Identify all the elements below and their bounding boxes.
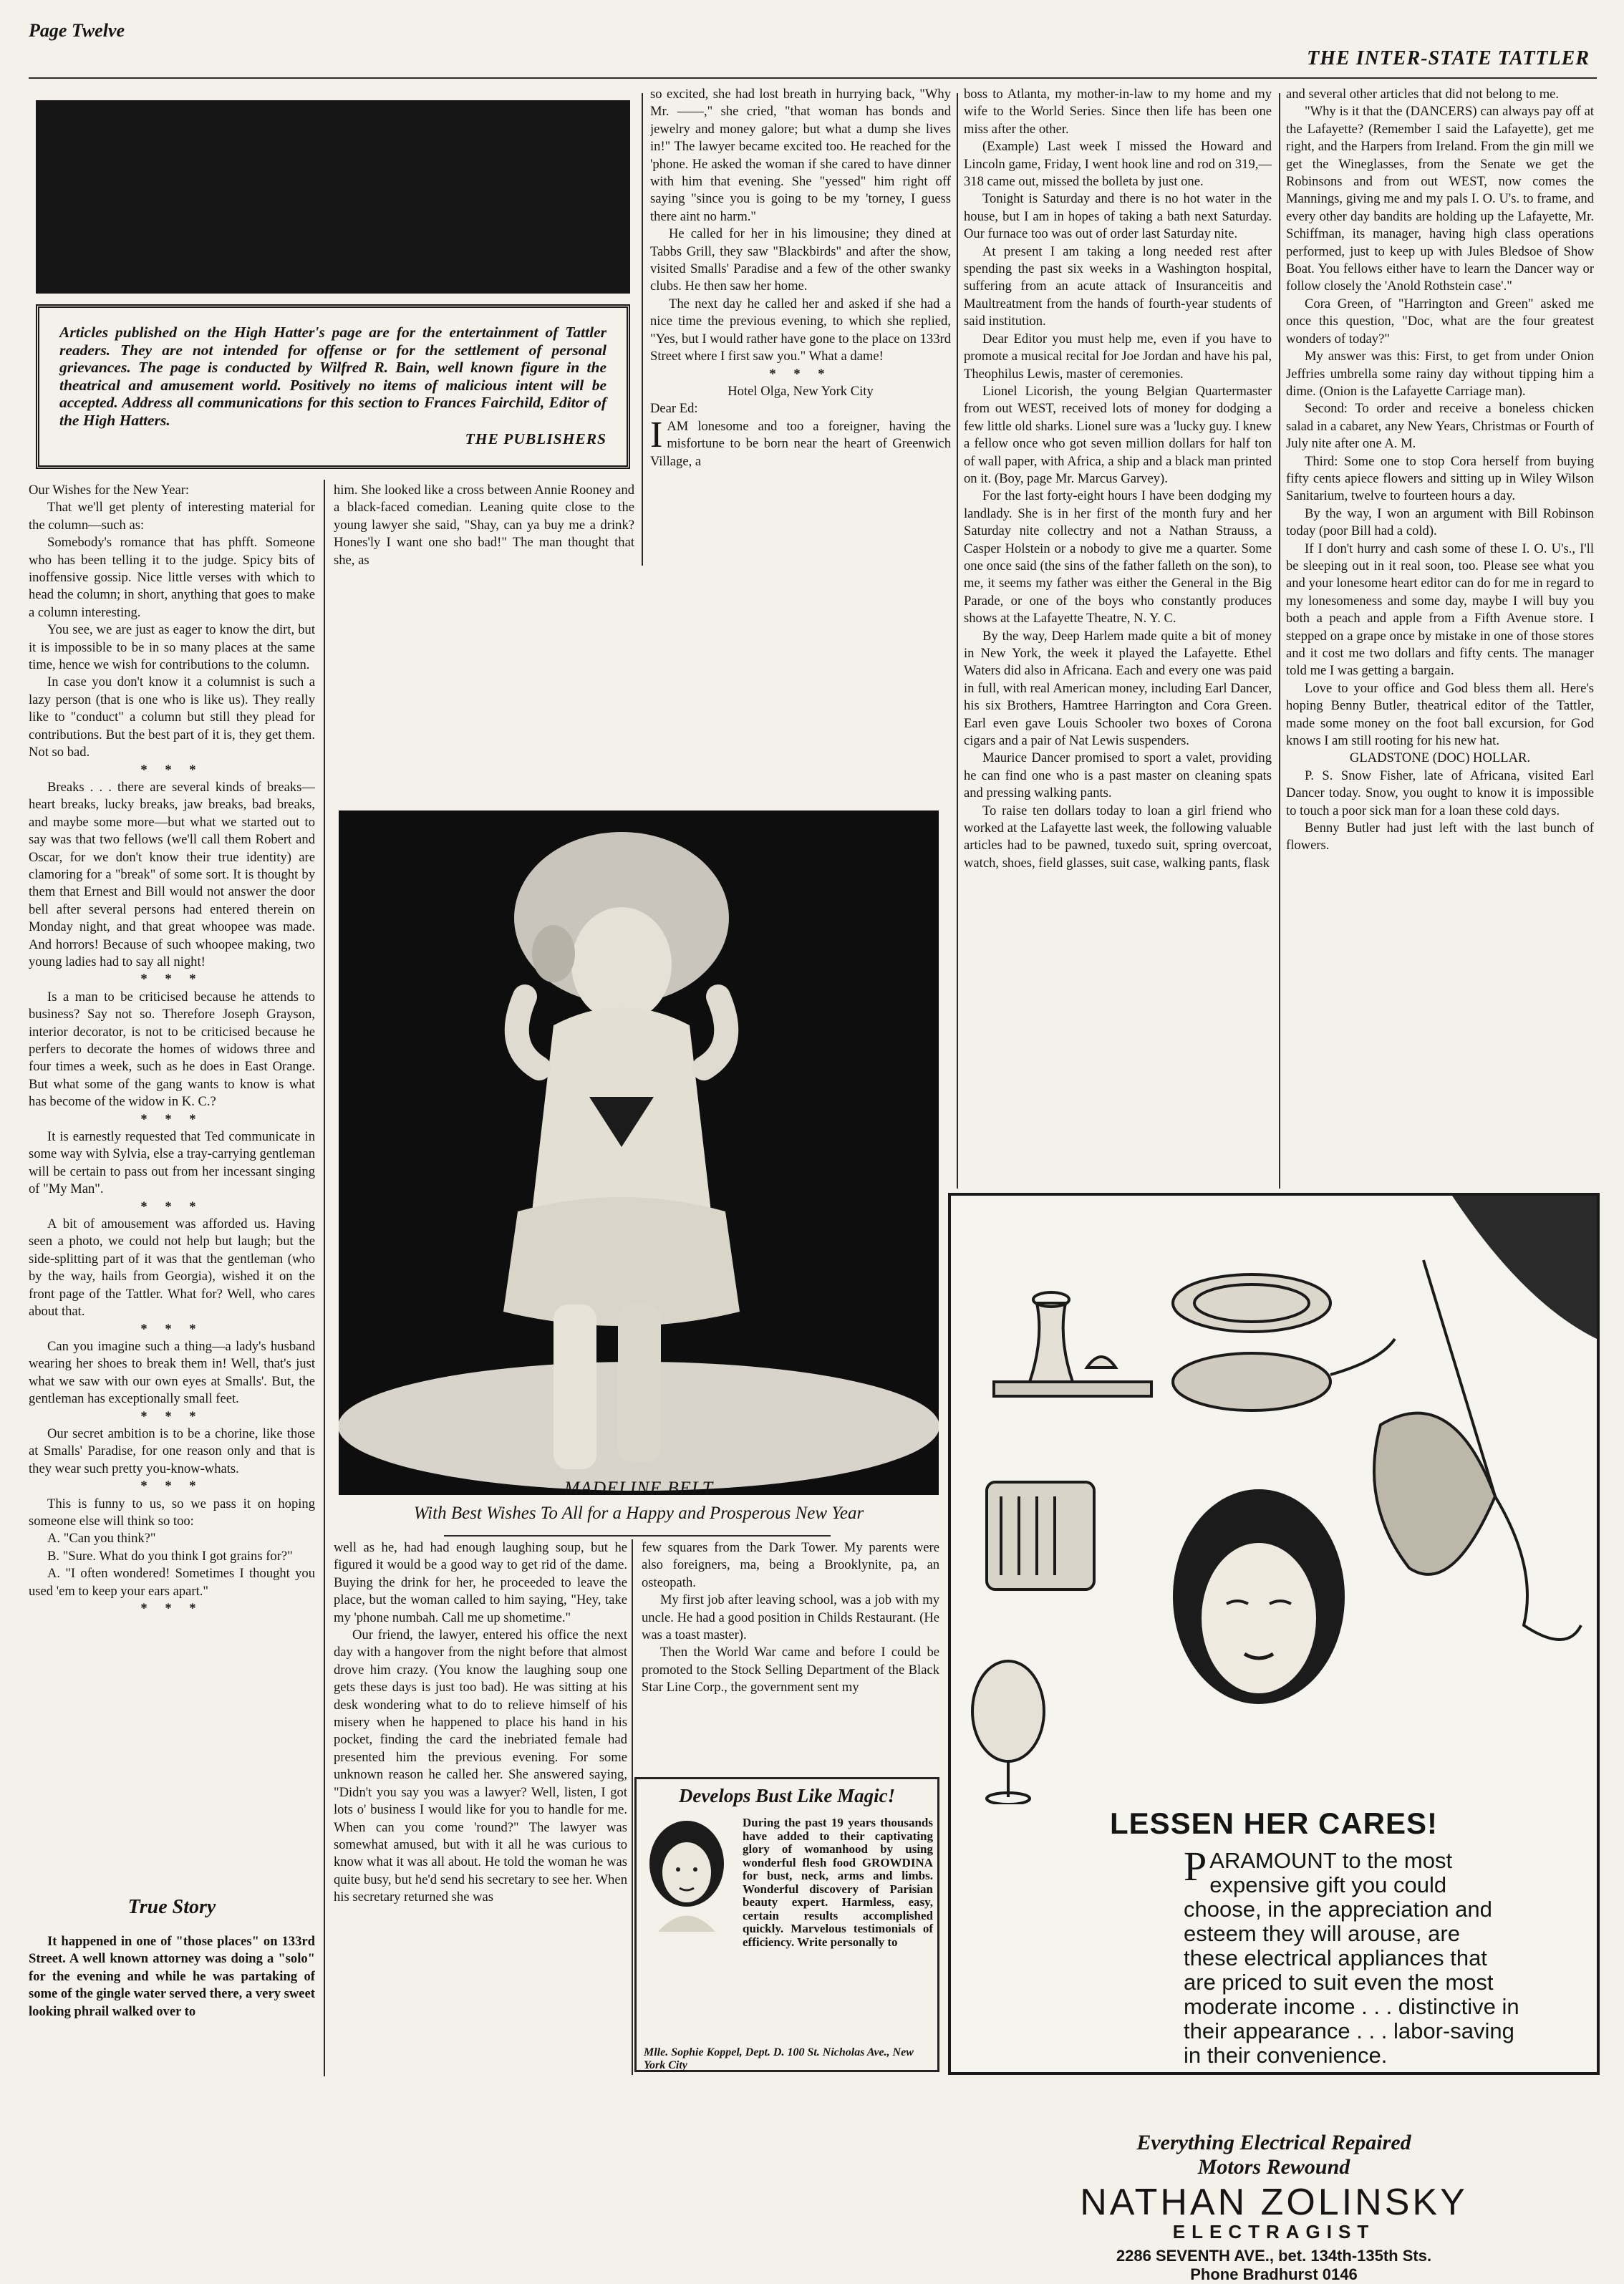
col1-p3: You see, we are just as eager to know the dirt, but it is impossible to be in so many places at the same time, hence we wish for contributions to the column. [29,622,315,673]
column-rule [1279,93,1280,1189]
separator: * * * [140,1479,203,1494]
electrical-ad-address: 2286 SEVENTH AVE., bet. 134th-135th Sts. [1116,2247,1432,2265]
col1-p9: Can you imagine such a thing—a lady's husband wearing her shoes to break them in! Well, that's just what we saw with our own eyes at Smalls'. But, the gentleman has exceptionally small feet. [29,1338,315,1407]
col4-p7: By the way, Deep Harlem made quite a bit of money in New York, the week it played the Lafayette. Ethel Waters did also in Africana. Each and every one was paid in full, with real American money, including Earl Dancer, his six Brothers, Hamtree Harrington and Cora Green. Earl even gave Louis Schooler two boxes of Corona cigars and a pair of Nat Lewis suspenders. [964,628,1272,749]
col4-p8: Maurice Dancer promised to sport a valet, providing he can find one who is a past master on cleaning spats and pressing walking pants. [964,750,1272,801]
col4-p0: boss to Atlanta, my mother-in-law to my home and my wife to the World Series. Since then life has been one miss after the other. [964,87,1272,137]
woman-portrait-icon [644,1814,730,1932]
column-5 [1286,86,1594,1189]
col1-p6: Is a man to be criticised because he attends to business? Say not so. Therefore Joseph Grayson, interior decorator, is not to be criticised because he perfers to decorate the homes of widows three and four times a week, such as he does in East Orange. But what some of the gang wants to know is what has become of the widow in K. C.? [29,989,315,1110]
electrical-ad-text: ARAMOUNT to the most expensive gift you could choose, in the appreciation and esteem they will arouse, are these electrical appliances that are priced to suit even the most moderate income . . . distinctive in their appearance . . . labor-saving in their convenience. [1184,1848,1519,2068]
col4-p9: To raise ten dollars today to loan a girl friend who worked at the Lafayette last week, the following valuable articles had to be pawned, tuxedo suit, spring overcoat, watch, shoes, field glasses, suit case, walking pants, flask [964,803,1272,871]
col5-p3: My answer was this: First, to get from under Onion Jeffries umbrella some rainy day without tipping him a dime. (Onion is the Lafayette Carriage man). [1286,349,1594,399]
col4-p4: Dear Editor you must help me, even if you have to promote a musical recital for Joe Jordan and have his pal, Theophilus Lewis, master of ceremonies. [964,331,1272,382]
col5-p7: If I don't hurry and cash some of these I. O. U's., I'll be sleeping out in it real soon, too. Please see what you and your lonesome heart editor can do for me in regard to my lonesomeness and some day, maybe I will buy you both a peach and apple from a Fifth Avenue store. I stepped on a grape once by mistake in one of those stores and it cost me two dollars and fifty cents. The manager told me I was getting a bargain. [1286,541,1594,679]
col1-p7: It is earnestly requested that Ted communicate in some way with Sylvia, else a tray-carrying gentleman will be certain to pass out from her incessant singing of "My Man". [29,1129,315,1197]
electrical-ad-motors-line: Motors Rewound [1197,2155,1350,2179]
photo-caption-wish: With Best Wishes To All for a Happy and Prosperous New Year [413,1504,864,1523]
electrical-ad-repair-line: Everything Electrical Repaired [1136,2131,1411,2154]
publishers-notice [36,304,630,469]
column-rule [642,93,643,566]
col1-p14: A. "I often wondered! Sometimes I thought you used 'em to keep your ears apart." [29,1566,315,1599]
true-story-title: True Story [127,1896,216,1918]
col5-p2: Cora Green, of "Harrington and Green" asked me once this question, "Doc, what are the four greatest wonders of today?" [1286,296,1594,347]
column-3-top [650,86,951,566]
col1-p1: That we'll get plenty of interesting material for the column—such as: [29,500,315,533]
column-4 [964,86,1272,1189]
col1-p10: Our secret ambition is to be a chorine, like those at Smalls' Paradise, for one reason only and that is they wear such pretty you-know-whats. [29,1426,315,1476]
electrical-ad-drop-cap: P [1184,1843,1207,1889]
col4-p6: For the last forty-eight hours I have been dodging my landlady. She is in her first of the month fury and her Saturday nite collectry and not a Nathan Strauss, a Casper Holstein or a nobody to give me a quarter. Some one once said (the sins of the father falleth on the son), to me, it seems my father was either the General in the Big Parade, or one of the boys who constantly produces shows at the Lafayette Theatre, N. Y. C. [964,488,1272,626]
madeline-belt-photo [339,810,939,1495]
col5-p6: By the way, I won an argument with Bill Robinson today (poor Bill had a cold). [1286,505,1594,539]
col5-ps0: P. S. Snow Fisher, late of Africana, visited Earl Dancer today. Snow, you ought to know it is impossible to touch a poor sick man for a loan these cold days. [1286,768,1594,818]
col3-bottom-p1: My first job after leaving school, was a job with my uncle. He had a good position in Childs Restaurant. (He was a toast master). [642,1592,939,1643]
true-story-body [29,1933,315,2076]
separator: * * * [140,1111,203,1127]
col4-p5: Lionel Licorish, the young Belgian Quartermaster from out WEST, received lots of money for dodging a few little old sharks. Lionel sure was a 'lucky guy. I knew a fellow once who got seven million dollars for half ton of wall paper, with Africa, a ship and a black man printed on it. (Boy, page Mr. Marcus Garvey). [964,383,1272,486]
dancer-photo-art [339,810,939,1495]
electrical-ad-headline: LESSEN HER CARES! [1109,1806,1439,1840]
appliances-illustration [951,1196,1597,1804]
col3-bottom-p2: Then the World War came and before I could be promoted to the Stock Selling Department of the Black Star Line Corp., the government sent my [642,1645,939,1695]
separator: * * * [140,1321,203,1337]
notice-signature: THE PUBLISHERS [465,430,606,447]
col1-p5: Breaks . . . there are several kinds of breaks—heart breaks, lucky breaks, jaw breaks, bad breaks, and maybe some more—but what we started out to say was that two fellows (we'll call them Robert and Oscar, for we don't know their true identity) are clamoring for a "break" of some sort. It is thought by them that Ernest and Bill would not answer the door bell after several persons had entered therein on Monday night, and that great whoopee was made. And horrors! Because of such whoopee making, two young ladies had to say all night! [29,779,315,969]
col2-bottom-p0: well as he, had had enough laughing soup, but he figured it would be a good way to get rid of the dame. Buying the drink for her, he proceeded to leave the place, but the woman called to him saying, "Hey, take my 'phone numbah. Call me up shometime." [334,1540,627,1625]
letter-opening: AM lonesome and too a foreigner, having the misfortune to be born near the heart of Greenwich Village, a [650,418,951,469]
col1-p11: This is funny to us, so we pass it on hoping someone else will think so too: [29,1496,315,1529]
top-photo [36,100,630,294]
col1-p12: A. "Can you think?" [47,1531,156,1547]
electrical-ad-phone: Phone Bradhurst 0146 [1190,2265,1358,2283]
column-2-top [334,482,634,566]
electrical-ad-body [1184,1843,1520,2068]
caption-rule [444,1535,831,1537]
col5-p1: "Why is it that the (DANCERS) can always pay off at the Lafayette? (Remember I said the Lafayette), get me right, and the Harpers from Ireland. From the gin mill we get the Wineglasses, from the Senate we get the Robinsons and from out WEST, now comes the Mannings, giving me and my pals I. O. U's. to frame, and every other day bandits are holding up the Lafayette, Mr. Schiffman, its manager, having high class operations performed, just to keep up with Jules Bledsoe of Show Boat. You fellows either have to learn the Dancer way or follow closely the 'Anold Rothstein case'." [1286,104,1594,294]
true-story-text: It happened in one of "those places" on 133rd Street. A well known attorney was doing a "solo" for the evening and while he was partaking of some of the gingle water served there, a very sweet looking phrail walked over to [29,1934,315,2019]
col2-bottom-p1: Our friend, the lawyer, entered his office the next day with a hangover from the night before that almost drove him crazy. (You know the laughing soup one gets these days is just too bad). He was sitting at his desk wondering what to do to relieve himself of his misery when he happened to place his hand in his pocket, finding the card the inebriated female had presented him the previous evening. For some unknown reason he called her. She answered saying, "Didn't you say you was a lawyer? Well, listen, I got lots o' business I would like for you to handle for me. When can you come 'round?" The lawyer was somewhat amused, but with it all he was curious to know what it was all about. He told the woman he was quite busy, but he'd send his secretary to see her. When his secretary returned she was [334,1627,627,1905]
column-rule [324,480,325,2076]
col4-p2: Tonight is Saturday and there is no hot water in the house, but I am in hopes of taking a bath next Saturday. Our furnace too was out of order last Saturday nite. [964,191,1272,242]
col5-p8: Love to your office and God bless them all. Here's hoping Benny Butler, theatrical editor of the Tattler, made some money on the foot ball excursion, for God knows I am still rooting for his new hat. [1286,680,1594,749]
separator: * * * [140,762,203,778]
electrical-ad-business-name: NATHAN ZOLINSKY [1080,2182,1468,2223]
col3-bottom-p0: few squares from the Dark Tower. My parents were also foreigners, ma, being a Brooklynite, pa, an osteopath. [642,1540,939,1590]
col1-p13: B. "Sure. What do you think I got grains for?" [47,1548,293,1564]
column-rule [957,93,958,1189]
notice-text: Articles published on the High Hatter's page are for the entertainment of Tattler readers. They are not intended for offense or for the settlement of personal grievances. The page is conducted by Wilfred R. Bain, well known figure in the theatrical and amusement world. Positively no items of malicious intent will be accepted. Address all communications for this section to Frances Fairchild, Editor of the High Hatters. [59,324,606,429]
letter-salutation: Dear Ed: [650,401,698,417]
column-2-bottom [334,1539,627,2075]
col1-p4: In case you don't know it a columnist is such a lazy person (that is one who is like us). They really like to "conduct" a column but still they plead for contributions. But the best part of it is, they get them. Not so bad. [29,674,315,760]
bust-ad-headline: Develops Bust Like Magic! [678,1785,896,1806]
page-number-label: Page Twelve [29,20,125,41]
col4-p3: At present I am taking a long needed rest after spending the past six weeks in a Washington hospital, suffering from an acute attack of Insuranceitis and Maultreatment from the hands of fourth-year students of said institution. [964,243,1272,329]
photo-caption-name: MADELINE BELT [564,1478,714,1499]
col3-p1: He called for her in his limousine; they dined at Tabbs Grill, they saw "Blackbirds" and after the show, visited Smalls' Paradise and a few of the other swanky clubs. He then saw her home. [650,226,951,294]
col5-p0: and several other articles that did not belong to me. [1286,87,1560,102]
col3-p2: The next day he called her and asked if she had a nice time the previous evening, to which she replied, "Yes, but I would rather have gone to the place on 133rd Street where I first saw you." What a dame! [650,296,951,364]
separator: * * * [140,1408,203,1424]
col1-p8: A bit of amousement was afforded us. Having seen a photo, we could not help but laugh; but the side-splitting part of it was that the gentleman (who by the way, hails from Georgia), wished it on the front page of the Tattler. What for? Well, who cares about that. [29,1216,315,1320]
newspaper-title: THE INTER-STATE TATTLER [1307,47,1590,69]
col2-top-text: him. She looked like a cross between Annie Rooney and a black-faced comedian. Leaning quite close to the young lawyer she said, "Shay, can ya buy me a drink? Hones'ly I want one sho bad!" The man thought that she, as [334,483,634,566]
separator: * * * [140,972,203,987]
col1-p0: Our Wishes for the New Year: [29,483,190,498]
col4-p1: (Example) Last week I missed the Howard and Lincoln game, Friday, I went hook line and rod on 319,—318 came out, missed the bolleta by just one. [964,139,1272,190]
growdina-advertisement [634,1777,939,2072]
col3-p0: so excited, she had lost breath in hurrying back, "Why Mr. ——," she cried, "that woman has bonds and jewelry and money galore; but what a dump she lives in!" The lawyer became excited too. He reached for the 'phone. He asked the woman if she cared to have dinner with him that evening. She "yessed" him right off saying "since you is going to be my 'torney, I guess there aint no harm." [650,87,951,224]
bust-ad-contact: Mlle. Sophie Koppel, Dept. D. 100 St. Nicholas Ave., New York City [644,2046,914,2071]
electrical-appliance-advertisement [948,1193,1600,2283]
column-1 [29,482,315,1889]
col5-ps1: Benny Butler had just left with the last bunch of flowers. [1286,821,1594,853]
col1-p2: Somebody's romance that has phfft. Someone who has been telling it to the judge. Spicy bits of inoffensive gossip. Nice little verses with which to head the column; in short, anything that goes to make a column interesting. [29,535,315,620]
letter-place: Hotel Olga, New York City [728,383,874,399]
header-rule [29,77,1597,79]
electrical-ad-business-title: ELECTRAGIST [1172,2221,1376,2242]
separator: * * * [140,1601,203,1616]
letter-drop-cap: I [650,414,663,455]
separator: * * * [769,366,832,382]
col5-p5: Third: Some one to stop Cora herself from buying fifty cents apiece flowers and sitting up in Wiley Wilson Sanitarium, twelve to fourteen hours a day. [1286,453,1594,504]
letter-signature: GLADSTONE (DOC) HOLLAR. [1349,750,1531,766]
bust-ad-body: During the past 19 years thousands have added to their captivating glory of womanhood by using wonderful flesh food GROWDINA for bust, neck, arms and limbs. Wonderful discovery of Parisian beauty expert. Harmless, easy, certain results accomplished quickly. Marvelous testimonials of efficiency. Write personally to [743,1816,933,1949]
column-rule [632,1539,633,2075]
column-3-bottom [642,1539,939,1768]
separator: * * * [140,1199,203,1214]
col5-p4: Second: To order and receive a boneless chicken salad in a cabaret, any New Years, Christmas or Fourth of July nite after one A. M. [1286,401,1594,452]
